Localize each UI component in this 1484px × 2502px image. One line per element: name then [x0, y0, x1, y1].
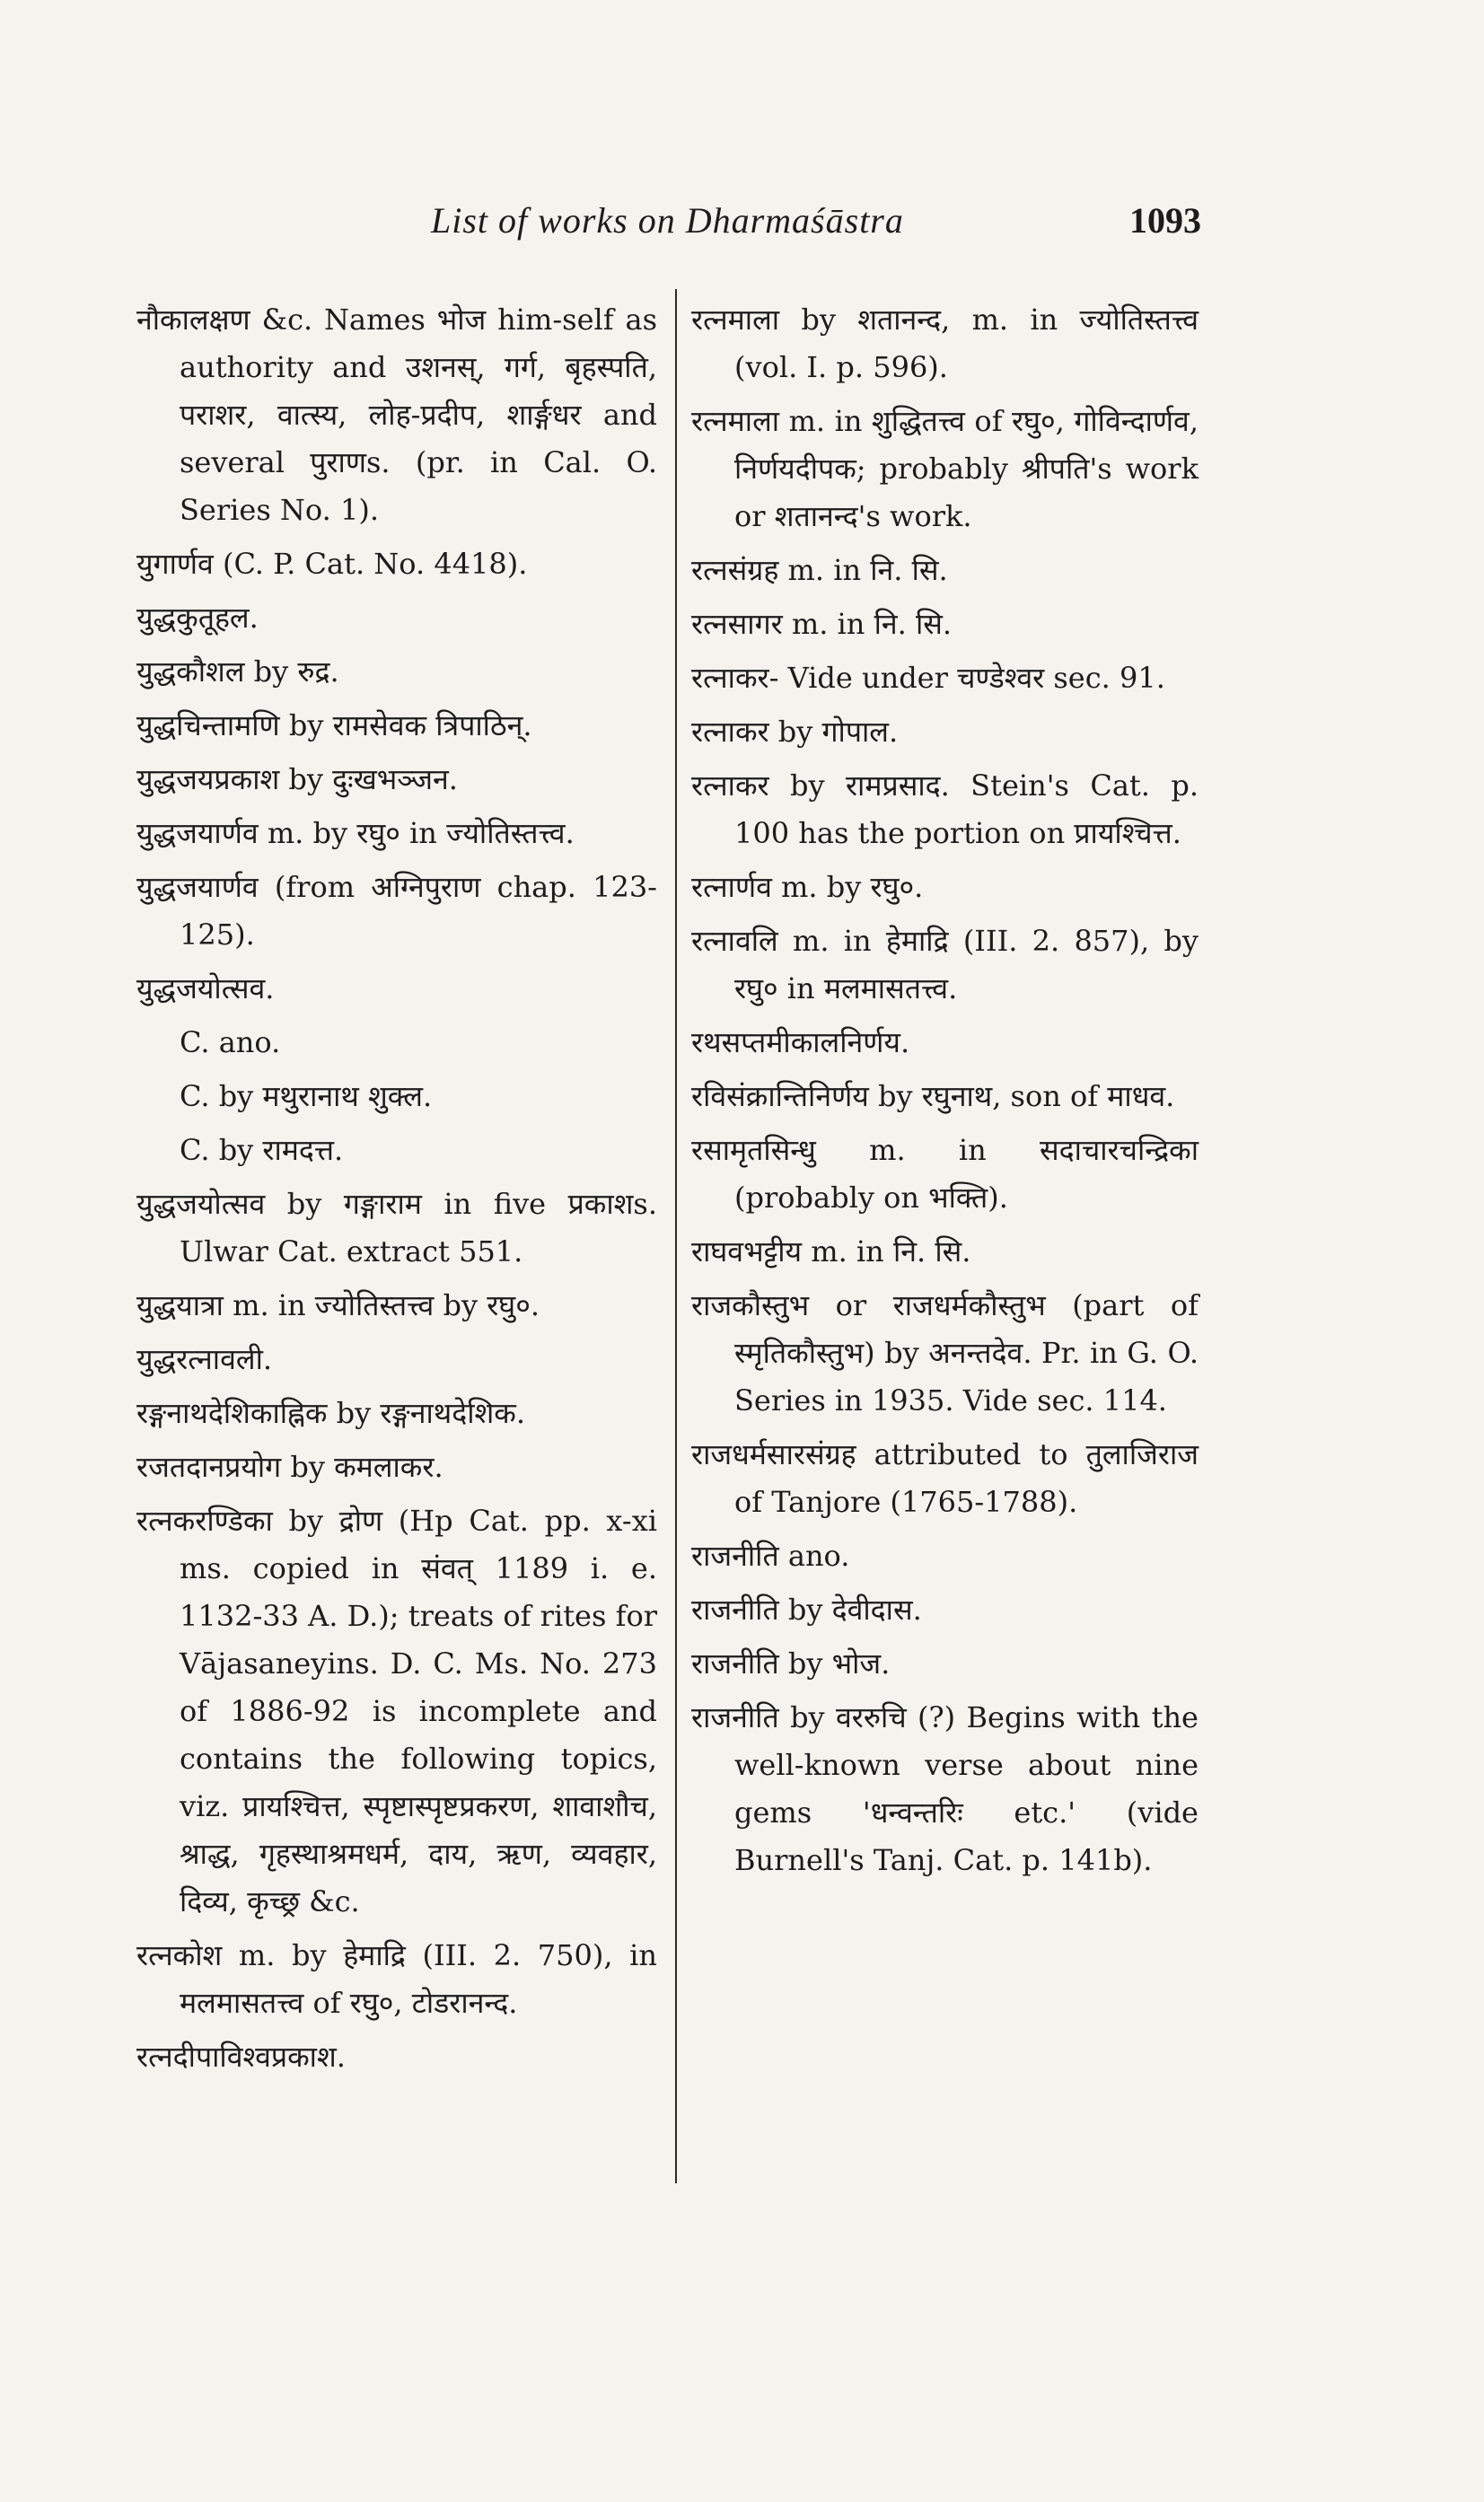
index-entry: रसामृतसिन्धु m. in सदाचारचन्द्रिका (probably on भक्ति).	[691, 1133, 1199, 1215]
index-entry: रत्नाकर by गोपाल.	[691, 715, 899, 749]
index-entry: रत्नमाला m. in शुद्धितत्त्व of रघु०, गोविन्दार्णव, निर्णयदीपक; probably श्रीपति's work or शतानन्द's work.	[691, 404, 1199, 533]
index-entry: युद्धरत्नावली.	[136, 1342, 273, 1376]
index-entry: रविसंक्रान्तिनिर्णय by रघुनाथ, son of माधव.	[691, 1079, 1175, 1113]
index-entry: युद्धजयार्णव m. by रघु० in ज्योतिस्तत्त्व.	[136, 816, 575, 850]
index-entry: युद्धजयोत्सव.	[136, 971, 275, 1005]
index-entry: राजनीति by भोज.	[691, 1646, 891, 1681]
index-entry: राघवभट्टीय m. in नि. सि.	[691, 1234, 971, 1269]
index-entry: राजकौस्तुभ or राजधर्मकौस्तुभ (part of स्मृतिकौस्तुभ) by अनन्तदेव. Pr. in G. O. Series in 1935. Vide sec. 114.	[691, 1288, 1199, 1418]
column-divider	[675, 289, 677, 2183]
index-entry: रत्नसागर m. in नि. सि.	[691, 607, 953, 641]
page-number: 1093	[1129, 200, 1201, 241]
index-entry: रङ्गनाथदेशिकाह्निक by रङ्गनाथदेशिक.	[136, 1396, 526, 1430]
index-entry: रत्नकरण्डिका by द्रोण (Hp Cat. pp. x-xi ms. copied in संवत् 1189 i. e. 1132-33 A. D.); treats of rites for Vājasaneyins. D. C. Ms. No. 273 of 1886-92 is incomplete and contains the following topics, viz. प्रायश्चित्त, स्पृष्टास्पृष्टप्रकरण, शावाशौच, श्राद्ध, गृहस्थाश्रमधर्म, दाय, ऋण, व्यवहार, दिव्य, कृच्छ्र &c.	[136, 1504, 657, 1918]
index-entry: रत्नावलि m. in हेमाद्रि (III. 2. 857), by रघु० in मलमासतत्त्व.	[691, 924, 1199, 1005]
index-entry: युद्धयात्रा m. in ज्योतिस्तत्त्व by रघु०.	[136, 1288, 540, 1322]
index-entry: रत्नाकर by रामप्रसाद. Stein's Cat. p. 100 has the portion on प्रायश्चित्त.	[691, 768, 1199, 850]
right-column	[691, 296, 1199, 1891]
index-entry: राजनीति by वररुचि (?) Begins with the well-known verse about nine gems 'धन्वन्तरिः etc.' (vide Burnell's Tanj. Cat. p. 141b).	[691, 1700, 1199, 1877]
index-entry: राजनीति ano.	[691, 1539, 850, 1573]
page-header	[0, 199, 1484, 253]
sub-entry: C. by रामदत्त.	[180, 1133, 344, 1167]
left-column	[136, 296, 657, 2087]
index-entry: युद्धकुतूहल.	[136, 601, 259, 635]
index-entry: राजधर्मसारसंग्रह attributed to तुलाजिराज of Tanjore (1765-1788).	[691, 1437, 1199, 1519]
running-title: List of works on Dharmaśāstra	[431, 200, 904, 241]
index-entry: युद्धजयार्णव (from अग्निपुराण chap. 123-125).	[136, 870, 657, 952]
index-entry: युद्धजयप्रकाश by दुःखभञ्जन.	[136, 762, 458, 796]
index-entry: युद्धचिन्तामणि by रामसेवक त्रिपाठिन्.	[136, 708, 532, 742]
index-entry: रत्नसंग्रह m. in नि. सि.	[691, 553, 948, 587]
index-entry: नौकालक्षण &c. Names भोज him-self as authority and उशनस्, गर्ग, बृहस्पति, पराशर, वात्स्य, लोह-प्रदीप, शार्ङ्गधर and several पुराणs. (pr. in Cal. O. Series No. 1).	[136, 303, 657, 527]
sub-entry: C. ano.	[180, 1025, 281, 1059]
sub-entry: C. by मथुरानाथ शुक्ल.	[180, 1079, 433, 1113]
index-entry: रजतदानप्रयोग by कमलाकर.	[136, 1450, 443, 1484]
index-entry: युद्धकौशल by रुद्र.	[136, 654, 339, 689]
index-entry: रत्नकोश m. by हेमाद्रि (III. 2. 750), in मलमासतत्त्व of रघु०, टोडरानन्द.	[136, 1938, 657, 2020]
index-entry: रत्नाकर- Vide under चण्डेश्वर sec. 91.	[691, 661, 1165, 695]
index-entry: रथसप्तमीकालनिर्णय.	[691, 1025, 910, 1059]
index-entry: रत्नदीपाविश्वप्रकाश.	[136, 2040, 346, 2074]
index-entry: रत्नार्णव m. by रघु०.	[691, 870, 924, 904]
index-entry: राजनीति by देवीदास.	[691, 1593, 922, 1627]
index-entry: रत्नमाला by शतानन्द, m. in ज्योतिस्तत्त्व (vol. I. p. 596).	[691, 303, 1199, 384]
index-entry: युद्धजयोत्सव by गङ्गाराम in five प्रकाशs. Ulwar Cat. extract 551.	[136, 1187, 657, 1269]
index-entry: युगार्णव (C. P. Cat. No. 4418).	[136, 547, 528, 581]
